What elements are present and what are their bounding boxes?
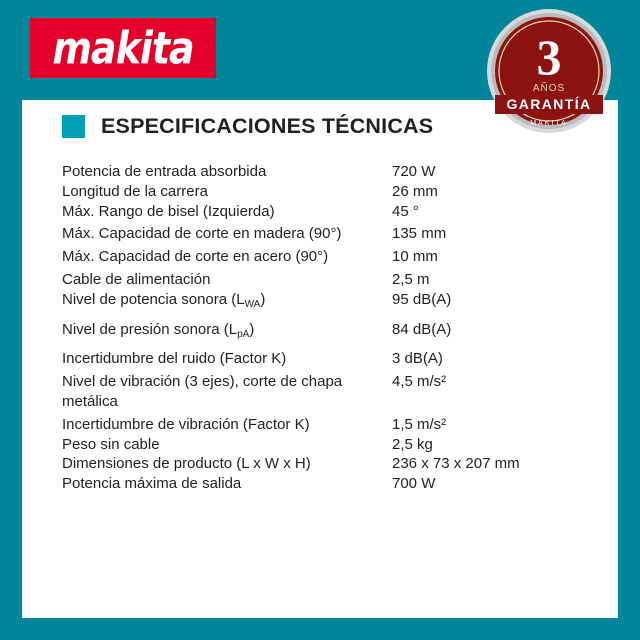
spec-value: 95 dB(A) bbox=[392, 290, 452, 308]
svg-text:3: 3 bbox=[536, 29, 562, 85]
table-row bbox=[62, 221, 582, 244]
spec-value: 700 W bbox=[392, 475, 436, 493]
spec-label: Cable de alimentación bbox=[62, 270, 211, 288]
spec-value: 236 x 73 x 207 mm bbox=[392, 455, 520, 473]
spec-value: 1,5 m/s² bbox=[392, 415, 447, 433]
spec-label: Longitud de la carrera bbox=[62, 182, 208, 200]
svg-text:GARANTÍA: GARANTÍA bbox=[506, 96, 592, 112]
spec-value: 84 dB(A) bbox=[392, 320, 452, 338]
svg-text:AÑOS: AÑOS bbox=[532, 83, 566, 94]
spec-label: Incertidumbre de vibración (Factor K) bbox=[62, 415, 310, 433]
page-title: ESPECIFICACIONES TÉCNICAS bbox=[101, 114, 434, 138]
spec-label: Potencia máxima de salida bbox=[62, 475, 242, 493]
table-row bbox=[62, 412, 582, 435]
spec-value: 45 ° bbox=[392, 202, 419, 220]
table-row bbox=[62, 244, 582, 267]
section-header bbox=[62, 114, 433, 139]
bottom-border bbox=[0, 618, 640, 640]
table-row bbox=[62, 182, 582, 202]
makita-logo-text: makita bbox=[52, 22, 194, 74]
svg-text:MAKITA: MAKITA bbox=[530, 120, 568, 127]
table-row bbox=[62, 474, 582, 494]
spec-value: 4,5 m/s² bbox=[392, 373, 447, 391]
table-row bbox=[62, 202, 582, 222]
spec-label: Nivel de presión sonora $(L_{pA})$ bbox=[62, 320, 255, 340]
spec-label: Incertidumbre del ruido (Factor K) bbox=[62, 350, 287, 368]
makita-logo bbox=[30, 18, 216, 78]
spec-label: Máx. Capacidad de corte en madera (90°) bbox=[62, 225, 342, 243]
spec-value: 2,5 m bbox=[392, 270, 430, 288]
spec-value: 26 mm bbox=[392, 182, 438, 200]
spec-label: Máx. Rango de bisel (Izquierda) bbox=[62, 202, 275, 220]
specifications-table bbox=[62, 162, 582, 494]
spec-label: Potencia de entrada absorbida bbox=[62, 163, 267, 180]
table-row bbox=[62, 454, 582, 474]
spec-label: Máx. Capacidad de corte en acero (90°) bbox=[62, 248, 329, 266]
table-row bbox=[62, 290, 582, 310]
table-row bbox=[62, 339, 582, 369]
left-border bbox=[0, 0, 22, 640]
table-row bbox=[62, 435, 582, 455]
table-row bbox=[62, 162, 582, 182]
spec-value: 10 mm bbox=[392, 248, 438, 266]
spec-label: Peso sin cable bbox=[62, 435, 160, 453]
warranty-badge bbox=[486, 8, 612, 134]
spec-label: Nivel de vibración (3 ejes), corte de chapa metálica bbox=[62, 373, 343, 410]
spec-value: 135 mm bbox=[392, 225, 447, 243]
table-row bbox=[62, 267, 582, 290]
spec-value: 3 dB(A) bbox=[392, 350, 443, 368]
table-row bbox=[62, 310, 582, 340]
spec-value: 720 W bbox=[392, 163, 436, 180]
section-bullet-icon bbox=[62, 115, 85, 138]
right-border bbox=[618, 0, 640, 640]
table-row bbox=[62, 369, 582, 412]
spec-value: 2,5 kg bbox=[392, 435, 433, 453]
spec-label: Nivel de potencia sonora $(L_{WA})$ bbox=[62, 290, 266, 310]
spec-label: Dimensiones de producto (L x W x H) bbox=[62, 455, 311, 473]
